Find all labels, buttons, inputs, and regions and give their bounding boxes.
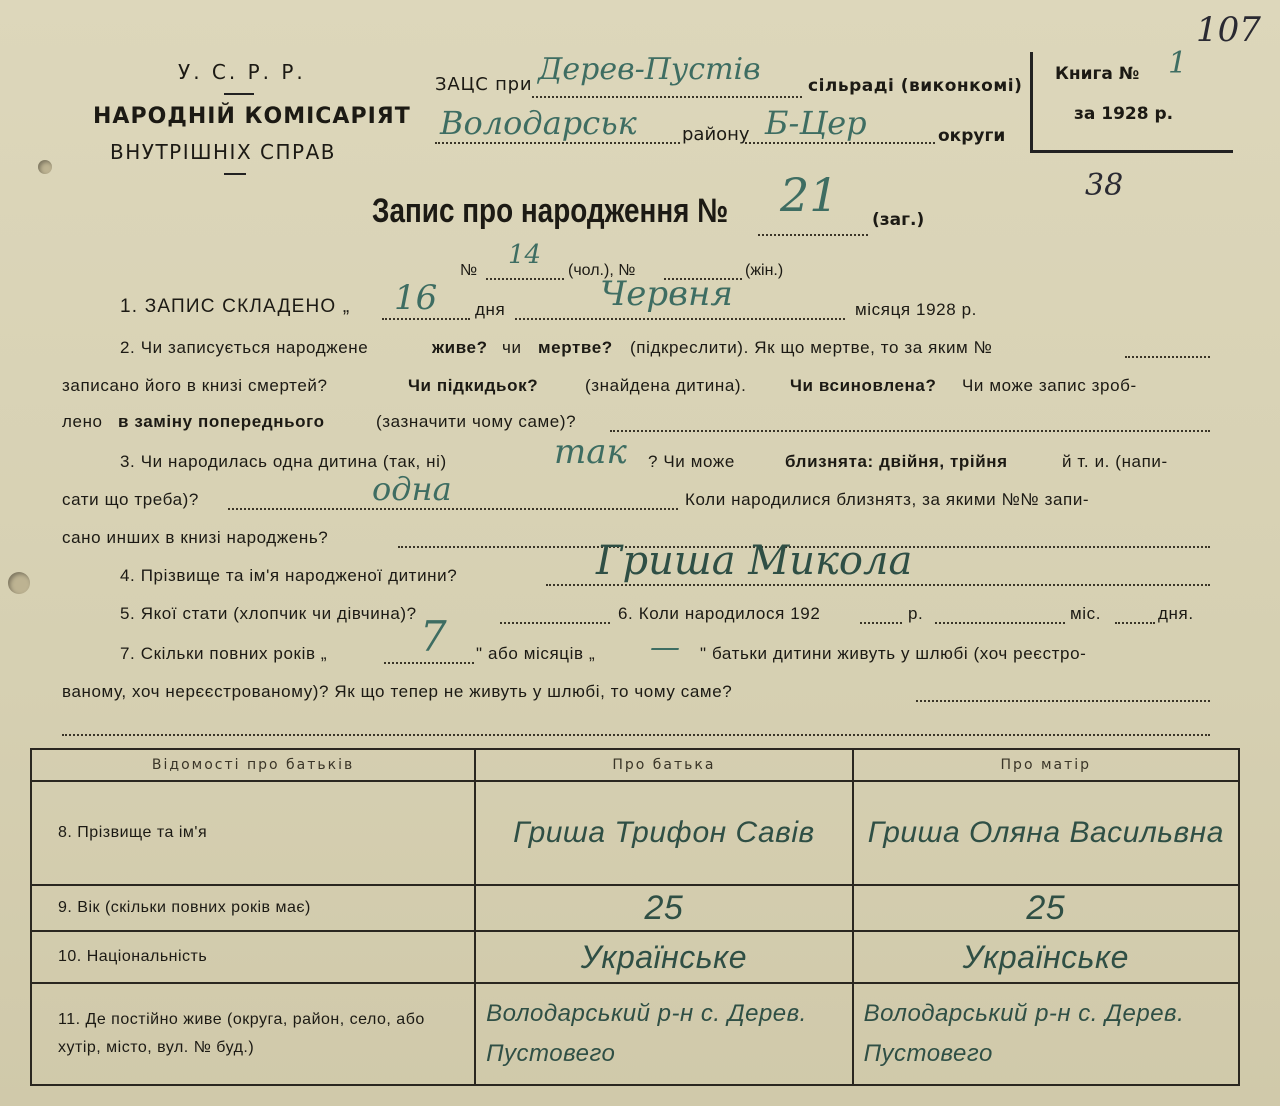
q2-line3-a: лено	[62, 412, 103, 431]
okruha-handwritten: Б-Цер	[765, 104, 867, 142]
q1-month-handwritten: Червня	[600, 274, 733, 314]
q3-line1-a: 3. Чи народилась одна дитина (так, ні)	[120, 452, 447, 471]
q6-day-unit: дня.	[1158, 604, 1194, 623]
dotted-line	[916, 700, 1210, 702]
q6-year-unit: р.	[908, 604, 924, 623]
dotted-line	[610, 430, 1210, 432]
state-title: У. С. Р. Р.	[178, 60, 306, 84]
q6-label: 6. Коли народилося 192	[618, 604, 821, 623]
q1-day-handwritten: 16	[394, 278, 438, 318]
q3-yes-handwritten: так	[554, 432, 627, 472]
q2-found: Чи підкидьок?	[408, 376, 539, 395]
mother-age: 25	[853, 885, 1239, 931]
table-row	[31, 931, 1239, 983]
q7-line2: ваному, хоч нерєєстрованому)? Як що тепер не живуть у шлюбі, то чому саме?	[62, 682, 733, 701]
table-header: Про матір	[853, 749, 1239, 781]
village-handwritten: Дерев-Пустів	[538, 52, 761, 87]
table-row	[31, 983, 1239, 1085]
punch-hole	[38, 160, 52, 174]
book-year: за 1928 р.	[1074, 104, 1174, 124]
book-label: Книга №	[1055, 64, 1140, 84]
dotted-line	[758, 234, 868, 236]
dotted-line	[935, 622, 1065, 624]
divider	[224, 93, 254, 95]
book-number-handwritten: 1	[1168, 46, 1188, 81]
q1-label: 1. ЗАПИС СКЛАДЕНО „	[120, 296, 351, 317]
divider	[224, 173, 246, 175]
dotted-line	[745, 142, 935, 144]
dotted-line	[500, 622, 610, 624]
table-header: Відомості про батьків	[31, 749, 475, 781]
q2-line1-a: 2. Чи записується народжене	[120, 338, 369, 357]
mother-residence: Володарський р-н с. Дерев. Пустовего	[853, 983, 1239, 1085]
q3-line3-a: сано инших в книзі народжень?	[62, 528, 329, 547]
father-name: Гриша Трифон Савів	[475, 781, 852, 885]
q2-dead: мертве?	[538, 338, 613, 357]
row-label: 8. Прізвище та ім'я	[31, 781, 475, 885]
q7-months-handwritten: —	[650, 630, 680, 665]
parents-table	[30, 748, 1240, 1086]
father-residence: Володарський р-н с. Дерев. Пустовего	[475, 983, 852, 1085]
q2-line3-b: в заміну попереднього	[118, 412, 325, 431]
dotted-line	[62, 734, 1210, 736]
q3-line2-b: Коли народилися близнятз, за якими №№ запи-	[685, 490, 1090, 509]
title-suffix: (заг.)	[872, 210, 925, 230]
dotted-line	[384, 662, 474, 664]
archive-number: 107	[1196, 10, 1261, 50]
rayon-label: району	[682, 124, 750, 145]
table-row	[31, 885, 1239, 931]
q3-one-handwritten: одна	[372, 470, 452, 508]
q3-twins: близнята: двійня, трійня	[785, 452, 1008, 471]
q7-years-handwritten: 7	[420, 612, 447, 661]
father-age: 25	[475, 885, 852, 931]
commissariat-title: НАРОДНІЙ КОМІСАРІЯТ	[93, 104, 411, 129]
table-header: Про батька	[475, 749, 852, 781]
page-title: Запис про народження №	[372, 192, 729, 230]
book-total-handwritten: 38	[1085, 168, 1124, 203]
commissariat-subtitle: ВНУТРІШНІХ СПРАВ	[110, 140, 336, 164]
q2-adopted: Чи всиновлена?	[790, 376, 937, 395]
q3-line1-b: ? Чи може	[648, 452, 735, 471]
q2-live: живе?	[432, 338, 488, 357]
q2-line2-c: Чи може запис зроб-	[962, 376, 1137, 395]
q6-month-unit: міс.	[1070, 604, 1102, 623]
table-row	[31, 781, 1239, 885]
row-label: 11. Де постійно живе (округа, район, село, або хутір, місто, вул. № буд.)	[31, 983, 475, 1085]
q2-line1-c: (підкреслити). Як що мертве, то за яким №	[630, 338, 993, 357]
dotted-line	[382, 318, 470, 320]
row-label: 10. Національність	[31, 931, 475, 983]
table-header-row	[31, 749, 1239, 781]
rayon-handwritten: Володарськ	[440, 104, 637, 142]
dotted-line	[1125, 356, 1210, 358]
male-suffix: (чол.), №	[568, 262, 636, 279]
q7-line1-b: " або місяців „	[476, 644, 596, 663]
q2-line2-a: записано його в книзі смертей?	[62, 376, 328, 395]
male-number-handwritten: 14	[508, 240, 542, 270]
okruha-label: округи	[938, 126, 1006, 146]
male-number-label: №	[460, 262, 478, 279]
selrada-label: сільраді (виконкомі)	[808, 76, 1023, 96]
father-nationality: Українське	[475, 931, 852, 983]
mother-nationality: Українське	[853, 931, 1239, 983]
q7-line1-c: " батьки дитини живуть у шлюбі (хоч реєстро-	[700, 644, 1087, 663]
q4-label: 4. Прізвище та ім'я народженої дитини?	[120, 566, 458, 585]
dotted-line	[515, 318, 845, 320]
q2-line2-b: (знайдена дитина).	[585, 376, 747, 395]
dotted-line	[860, 622, 902, 624]
dotted-line	[546, 584, 1210, 586]
q3-line2-a: сати що треба)?	[62, 490, 199, 509]
mother-name: Гриша Оляна Васильвна	[853, 781, 1239, 885]
q3-line1-c: й т. и. (напи-	[1062, 452, 1168, 471]
dotted-line	[1115, 622, 1155, 624]
q1-month-word: місяця 1928 р.	[855, 300, 977, 319]
q4-name-handwritten: Гриша Микола	[596, 538, 913, 584]
female-suffix: (жін.)	[745, 262, 784, 279]
dotted-line	[435, 142, 680, 144]
record-number-handwritten: 21	[780, 168, 839, 222]
dotted-line	[532, 96, 802, 98]
dotted-line	[228, 508, 678, 510]
zags-prefix: ЗАЦС при	[435, 74, 533, 95]
dotted-line	[486, 278, 564, 280]
q7-line1-a: 7. Скільки повних років „	[120, 644, 328, 663]
row-label: 9. Вік (скільки повних років має)	[31, 885, 475, 931]
q2-line1-b: чи	[502, 338, 522, 357]
q5-label: 5. Якої стати (хлопчик чи дівчина)?	[120, 604, 417, 623]
q2-line3-c: (зазначити чому саме)?	[376, 412, 577, 431]
q1-day-word: дня	[475, 300, 506, 319]
punch-hole	[8, 572, 30, 594]
